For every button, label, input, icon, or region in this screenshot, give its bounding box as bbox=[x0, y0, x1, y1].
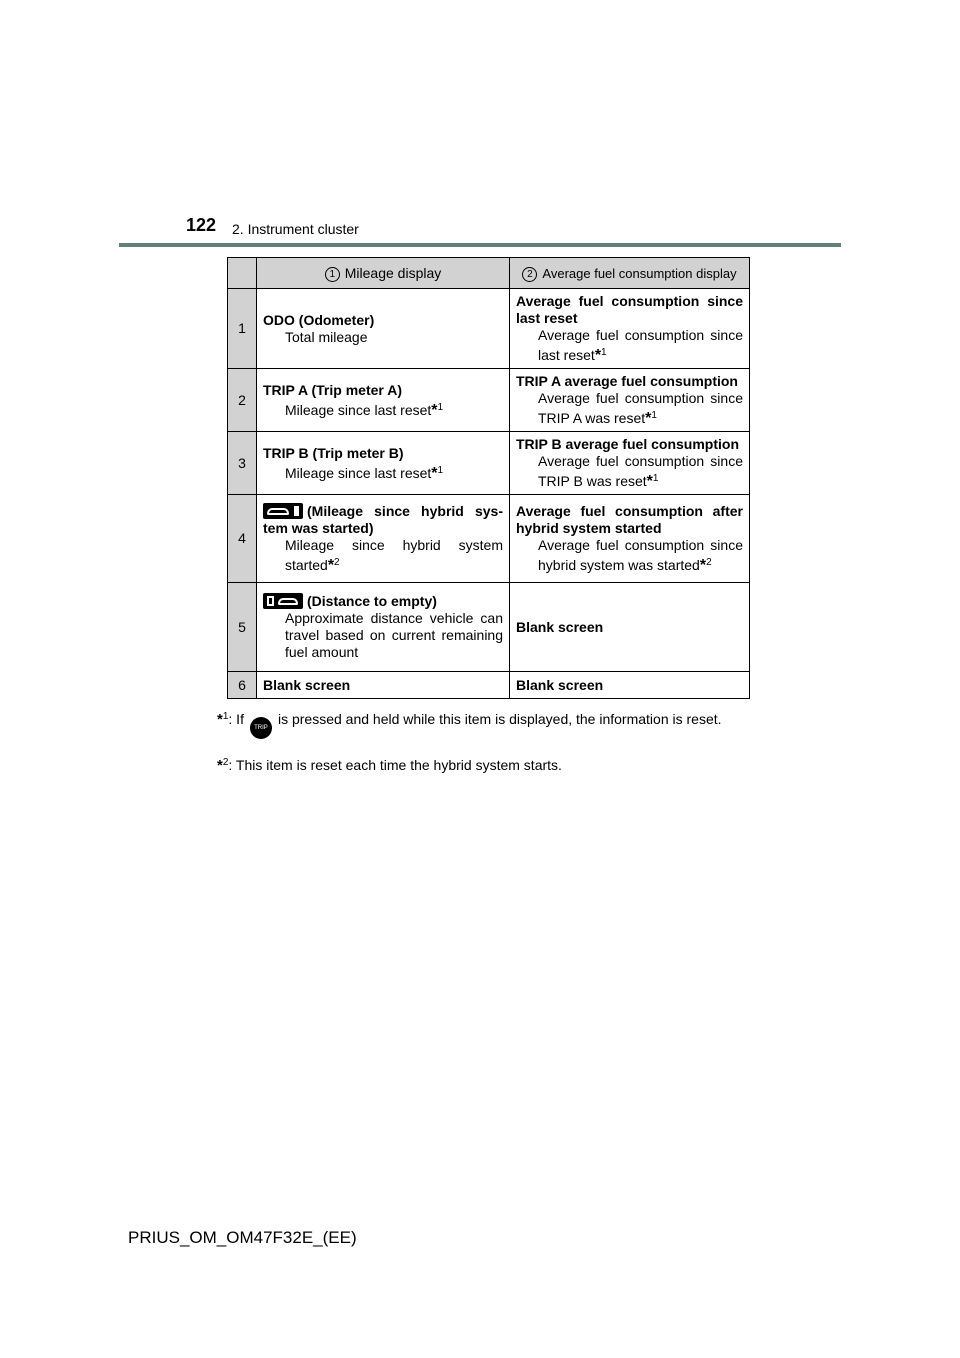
fuel-desc-text: Average fuel consumption since TRIP B was reset bbox=[538, 453, 743, 489]
footnote-mark: * bbox=[327, 557, 335, 574]
fuel-title: TRIP A average fuel consumption bbox=[516, 373, 738, 389]
row-number: 5 bbox=[228, 583, 257, 672]
footnote-sup: 2 bbox=[334, 557, 340, 568]
footnote-mark: * bbox=[431, 464, 438, 482]
footnote-sup: 1 bbox=[437, 401, 444, 413]
mileage-cell bbox=[257, 583, 510, 672]
footnote-mark: * bbox=[594, 347, 602, 364]
fuel-title: Average fuel consumption since last reset bbox=[516, 293, 743, 326]
distance-to-empty-icon bbox=[263, 593, 303, 609]
mileage-cell bbox=[257, 369, 510, 432]
footnote-2 bbox=[217, 754, 747, 775]
row-number: 6 bbox=[228, 672, 257, 699]
circle-number-2: 2 bbox=[522, 267, 537, 282]
mileage-cell bbox=[257, 289, 510, 369]
col-header-mileage-label: Mileage display bbox=[344, 264, 442, 281]
fuel-title: TRIP B average fuel consumption bbox=[516, 436, 740, 452]
fuel-desc-text: Average fuel consumption since last reset bbox=[538, 327, 743, 363]
footnote-mark: * bbox=[431, 401, 438, 419]
mileage-desc: Total mileage bbox=[285, 328, 368, 345]
mileage-desc bbox=[285, 537, 503, 574]
mileage-title: Blank screen bbox=[263, 676, 351, 693]
footnote-mark: * bbox=[646, 473, 653, 490]
footnote-1-sup: 1 bbox=[222, 711, 229, 722]
trip-button-icon: TRIP bbox=[250, 717, 272, 739]
row-number: 3 bbox=[228, 432, 257, 495]
fuel-desc bbox=[538, 390, 743, 427]
page-number: 122 bbox=[186, 215, 217, 235]
fuel-desc bbox=[538, 537, 743, 574]
fuel-cell bbox=[510, 432, 750, 495]
mileage-title bbox=[263, 503, 503, 537]
footnote-2-mark: * bbox=[217, 757, 223, 774]
row-number: 1 bbox=[228, 289, 257, 369]
mileage-title-text: (Distance to empty) bbox=[307, 593, 437, 609]
table-row bbox=[228, 369, 750, 432]
table-row bbox=[228, 583, 750, 672]
section-title: 2. Instrument cluster bbox=[232, 221, 359, 237]
mileage-desc-text: Mileage since last reset bbox=[285, 401, 432, 418]
fuel-cell bbox=[510, 583, 750, 672]
footnote-1-text-before: : If bbox=[228, 711, 244, 727]
fuel-title: Blank screen bbox=[516, 618, 604, 635]
footnote-1 bbox=[217, 708, 747, 739]
mileage-title: ODO (Odometer) bbox=[263, 311, 375, 328]
table-header-row bbox=[228, 258, 750, 289]
mileage-desc bbox=[285, 462, 503, 482]
fuel-cell bbox=[510, 369, 750, 432]
mileage-desc-text: Mileage since hybrid system started bbox=[285, 537, 503, 573]
fuel-title: Average fuel consumption after hybrid system started bbox=[516, 503, 743, 536]
mileage-title bbox=[263, 593, 503, 610]
display-items-table bbox=[227, 257, 750, 699]
fuel-cell bbox=[510, 672, 750, 699]
col-header-mileage bbox=[257, 258, 510, 289]
mileage-desc bbox=[285, 399, 503, 419]
footnote-2-sup: 2 bbox=[222, 757, 229, 768]
fuel-cell bbox=[510, 289, 750, 369]
fuel-desc bbox=[538, 327, 743, 364]
table-row bbox=[228, 495, 750, 583]
table-row bbox=[228, 289, 750, 369]
col-header-fuel-label: Average fuel consumption display bbox=[542, 265, 737, 281]
footnote-sup: 2 bbox=[706, 557, 712, 568]
footnote-1-mark: * bbox=[217, 711, 223, 728]
footnote-mark: * bbox=[645, 410, 652, 427]
mileage-title: TRIP A (Trip meter A) bbox=[263, 381, 402, 398]
fuel-desc bbox=[538, 453, 743, 490]
document-code: PRIUS_OM_OM47F32E_(EE) bbox=[128, 1228, 357, 1247]
mileage-title-text: (Mileage since hybrid sys-tem was started) bbox=[263, 503, 503, 536]
mileage-title: TRIP B (Trip meter B) bbox=[263, 444, 404, 461]
mileage-desc: Approximate distance vehicle can travel based on current remaining fuel amount bbox=[285, 610, 503, 660]
mileage-cell bbox=[257, 432, 510, 495]
hybrid-system-started-icon bbox=[263, 503, 303, 519]
footnote-1-text-after: is pressed and held while this item is displayed, the information is reset. bbox=[277, 711, 722, 727]
table-corner-cell bbox=[228, 258, 257, 289]
footnote-mark: * bbox=[699, 557, 707, 574]
fuel-title: Blank screen bbox=[516, 676, 604, 693]
table-row bbox=[228, 432, 750, 495]
footnote-sup: 1 bbox=[652, 473, 659, 484]
col-header-fuel bbox=[510, 258, 750, 289]
footnote-sup: 1 bbox=[651, 410, 657, 421]
circle-number-1: 1 bbox=[325, 267, 340, 282]
fuel-desc-text: Average fuel consumption since hybrid system was started bbox=[538, 537, 743, 573]
row-number: 4 bbox=[228, 495, 257, 583]
footnote-sup: 1 bbox=[601, 347, 607, 358]
mileage-desc-text: Mileage since last reset bbox=[285, 464, 432, 481]
header-rule bbox=[119, 243, 841, 247]
mileage-cell bbox=[257, 672, 510, 699]
fuel-cell bbox=[510, 495, 750, 583]
footnote-sup: 1 bbox=[437, 464, 444, 476]
footnote-2-text: : This item is reset each time the hybrid system starts. bbox=[228, 757, 562, 773]
table-row bbox=[228, 672, 750, 699]
row-number: 2 bbox=[228, 369, 257, 432]
fuel-desc-text: Average fuel consumption since TRIP A was reset bbox=[538, 390, 743, 426]
mileage-cell bbox=[257, 495, 510, 583]
